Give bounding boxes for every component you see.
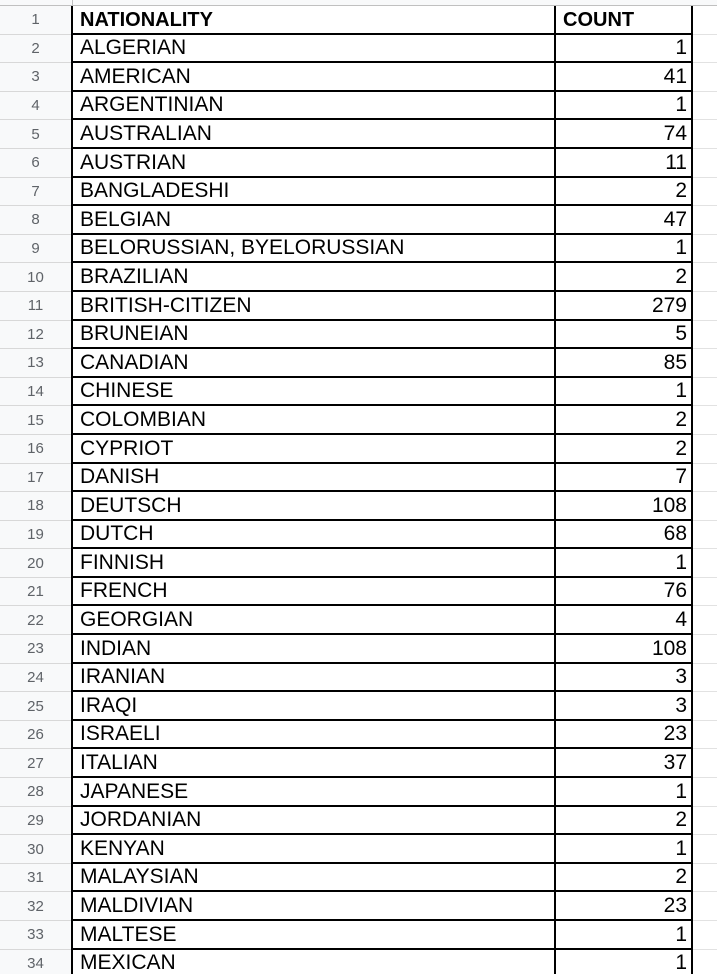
row-number[interactable]: 10 — [0, 263, 72, 292]
cell-count[interactable]: 2 — [556, 178, 693, 207]
cell-nationality[interactable]: JORDANIAN — [71, 807, 556, 836]
row-number[interactable]: 12 — [0, 321, 72, 350]
row-number[interactable]: 13 — [0, 349, 72, 378]
cell-nationality[interactable]: ISRAELI — [71, 721, 556, 750]
empty-cell[interactable] — [693, 35, 717, 64]
cell-nationality[interactable]: DUTCH — [71, 521, 556, 550]
cell-count[interactable]: 1 — [556, 921, 693, 950]
cell-count[interactable]: 5 — [556, 321, 693, 350]
cell-count[interactable]: 1 — [556, 778, 693, 807]
row-number[interactable]: 6 — [0, 149, 72, 178]
cell-nationality[interactable]: INDIAN — [71, 635, 556, 664]
cell-count[interactable]: 3 — [556, 664, 693, 693]
cell-count[interactable]: 2 — [556, 406, 693, 435]
cell-nationality[interactable]: FRENCH — [71, 578, 556, 607]
empty-cell[interactable] — [693, 692, 717, 721]
cell-nationality[interactable]: BRAZILIAN — [71, 263, 556, 292]
select-all-corner[interactable] — [0, 0, 73, 5]
empty-cell[interactable] — [693, 606, 717, 635]
cell-count[interactable]: 108 — [556, 635, 693, 664]
empty-cell[interactable] — [693, 807, 717, 836]
row-number[interactable]: 21 — [0, 578, 72, 607]
row-number[interactable]: 31 — [0, 864, 72, 893]
empty-cell[interactable] — [693, 749, 717, 778]
empty-cell[interactable] — [693, 778, 717, 807]
empty-cell[interactable] — [693, 349, 717, 378]
cell-nationality[interactable]: CANADIAN — [71, 349, 556, 378]
cell-count[interactable]: 108 — [556, 492, 693, 521]
cell-nationality[interactable]: IRAQI — [71, 692, 556, 721]
cell-count[interactable]: 37 — [556, 749, 693, 778]
empty-cell[interactable] — [693, 435, 717, 464]
row-number[interactable]: 27 — [0, 749, 72, 778]
empty-cell[interactable] — [693, 464, 717, 493]
cell-nationality[interactable]: BRUNEIAN — [71, 321, 556, 350]
empty-cell[interactable] — [693, 6, 717, 35]
cell-nationality[interactable]: AUSTRALIAN — [71, 120, 556, 149]
row-number[interactable]: 8 — [0, 206, 72, 235]
empty-cell[interactable] — [693, 378, 717, 407]
cell-count[interactable]: 279 — [556, 292, 693, 321]
cell-nationality[interactable]: BELORUSSIAN, BYELORUSSIAN — [71, 235, 556, 264]
cell-nationality[interactable]: IRANIAN — [71, 664, 556, 693]
cell-nationality[interactable]: MALAYSIAN — [71, 864, 556, 893]
row-number[interactable]: 22 — [0, 606, 72, 635]
row-number[interactable]: 23 — [0, 635, 72, 664]
row-number[interactable]: 19 — [0, 521, 72, 550]
row-number[interactable]: 3 — [0, 63, 72, 92]
row-number[interactable]: 33 — [0, 921, 72, 950]
row-number[interactable]: 14 — [0, 378, 72, 407]
cell-nationality[interactable]: DANISH — [71, 464, 556, 493]
cell-count[interactable]: 11 — [556, 149, 693, 178]
cell-nationality[interactable]: DEUTSCH — [71, 492, 556, 521]
row-number[interactable]: 1 — [0, 6, 72, 35]
empty-cell[interactable] — [693, 63, 717, 92]
cell-count[interactable]: 76 — [556, 578, 693, 607]
cell-count[interactable]: 1 — [556, 35, 693, 64]
row-number[interactable]: 2 — [0, 35, 72, 64]
cell-count[interactable]: 7 — [556, 464, 693, 493]
cell-count[interactable]: 2 — [556, 435, 693, 464]
empty-cell[interactable] — [693, 206, 717, 235]
row-number[interactable]: 29 — [0, 807, 72, 836]
row-number[interactable]: 18 — [0, 492, 72, 521]
empty-cell[interactable] — [693, 149, 717, 178]
cell-nationality[interactable]: AMERICAN — [71, 63, 556, 92]
empty-cell[interactable] — [693, 578, 717, 607]
empty-cell[interactable] — [693, 235, 717, 264]
cell-nationality[interactable]: CYPRIOT — [71, 435, 556, 464]
cell-count[interactable]: 3 — [556, 692, 693, 721]
cell-nationality[interactable]: BELGIAN — [71, 206, 556, 235]
empty-cell[interactable] — [693, 521, 717, 550]
row-number[interactable]: 4 — [0, 92, 72, 121]
header-cell-count[interactable]: COUNT — [556, 6, 693, 35]
cell-count[interactable]: 74 — [556, 120, 693, 149]
empty-cell[interactable] — [693, 321, 717, 350]
cell-count[interactable]: 47 — [556, 206, 693, 235]
row-number[interactable]: 24 — [0, 664, 72, 693]
empty-cell[interactable] — [693, 921, 717, 950]
cell-count[interactable]: 2 — [556, 807, 693, 836]
cell-count[interactable]: 85 — [556, 349, 693, 378]
cell-nationality[interactable]: FINNISH — [71, 549, 556, 578]
empty-cell[interactable] — [693, 406, 717, 435]
empty-cell[interactable] — [693, 950, 717, 974]
cell-count[interactable]: 68 — [556, 521, 693, 550]
row-number[interactable]: 7 — [0, 178, 72, 207]
empty-cell[interactable] — [693, 492, 717, 521]
row-number[interactable]: 16 — [0, 435, 72, 464]
row-number[interactable]: 28 — [0, 778, 72, 807]
cell-count[interactable]: 1 — [556, 549, 693, 578]
cell-nationality[interactable]: CHINESE — [71, 378, 556, 407]
cell-nationality[interactable]: ITALIAN — [71, 749, 556, 778]
cell-nationality[interactable]: MALTESE — [71, 921, 556, 950]
cell-nationality[interactable]: JAPANESE — [71, 778, 556, 807]
cell-nationality[interactable]: BANGLADESHI — [71, 178, 556, 207]
cell-nationality[interactable]: GEORGIAN — [71, 606, 556, 635]
row-number[interactable]: 15 — [0, 406, 72, 435]
empty-cell[interactable] — [693, 635, 717, 664]
row-number[interactable]: 5 — [0, 120, 72, 149]
empty-cell[interactable] — [693, 178, 717, 207]
cell-count[interactable]: 1 — [556, 835, 693, 864]
cell-nationality[interactable]: ARGENTINIAN — [71, 92, 556, 121]
empty-cell[interactable] — [693, 92, 717, 121]
row-number[interactable]: 9 — [0, 235, 72, 264]
empty-cell[interactable] — [693, 835, 717, 864]
cell-nationality[interactable]: AUSTRIAN — [71, 149, 556, 178]
cell-count[interactable]: 1 — [556, 235, 693, 264]
cell-nationality[interactable]: KENYAN — [71, 835, 556, 864]
empty-cell[interactable] — [693, 892, 717, 921]
row-number[interactable]: 30 — [0, 835, 72, 864]
cell-count[interactable]: 1 — [556, 92, 693, 121]
row-number[interactable]: 11 — [0, 292, 72, 321]
row-number[interactable]: 20 — [0, 549, 72, 578]
empty-cell[interactable] — [693, 263, 717, 292]
empty-cell[interactable] — [693, 549, 717, 578]
row-number[interactable]: 34 — [0, 950, 72, 974]
empty-cell[interactable] — [693, 120, 717, 149]
row-number[interactable]: 25 — [0, 692, 72, 721]
cell-nationality[interactable]: MALDIVIAN — [71, 892, 556, 921]
cell-count[interactable]: 2 — [556, 864, 693, 893]
row-number[interactable]: 26 — [0, 721, 72, 750]
row-number[interactable]: 17 — [0, 464, 72, 493]
cell-nationality[interactable]: MEXICAN — [71, 950, 556, 974]
cell-count[interactable]: 41 — [556, 63, 693, 92]
row-number[interactable]: 32 — [0, 892, 72, 921]
cell-nationality[interactable]: COLOMBIAN — [71, 406, 556, 435]
empty-cell[interactable] — [693, 664, 717, 693]
empty-cell[interactable] — [693, 721, 717, 750]
cell-count[interactable]: 4 — [556, 606, 693, 635]
cell-grid — [0, 6, 717, 974]
cell-count[interactable]: 1 — [556, 378, 693, 407]
cell-count[interactable]: 1 — [556, 950, 693, 974]
empty-cell[interactable] — [693, 292, 717, 321]
cell-nationality[interactable]: BRITISH-CITIZEN — [71, 292, 556, 321]
header-cell-nationality[interactable]: NATIONALITY — [71, 6, 556, 35]
cell-nationality[interactable]: ALGERIAN — [71, 35, 556, 64]
empty-cell[interactable] — [693, 864, 717, 893]
cell-count[interactable]: 23 — [556, 892, 693, 921]
cell-count[interactable]: 2 — [556, 263, 693, 292]
cell-count[interactable]: 23 — [556, 721, 693, 750]
